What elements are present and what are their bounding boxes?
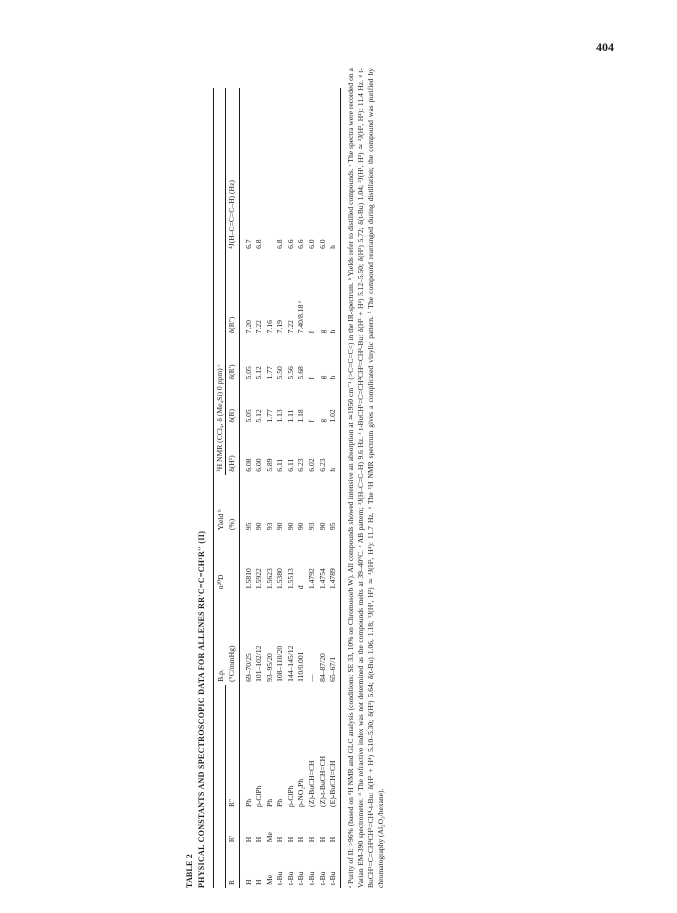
cell-bp: 144–145/12 [285, 645, 295, 682]
cell-J: 6.7 [243, 239, 253, 249]
header-dR2: δ(R'') [226, 252, 239, 336]
cell-bp: — [307, 674, 317, 682]
cell-bp: 93–95/20 [264, 653, 274, 682]
cell-R: t-Bu [296, 871, 306, 885]
header-bp: B.p. [214, 592, 226, 685]
cell-dR1: g [317, 375, 327, 380]
cell-yield: 90 [254, 522, 264, 531]
cell-R1: H [307, 836, 317, 843]
cell-bp: 84–87/20 [317, 653, 327, 682]
cell-J [264, 88, 275, 252]
cell-yield: 93 [307, 522, 317, 531]
cell-dR2: 7.22 [254, 320, 264, 334]
footnotes-text: ᵃ Purity of II: >96% (based on ¹H NMR and GLC analysis (conditions: SE 33, 10% on Chromosorb W). All compounds showed intensive an absorption at ≃1950 cm⁻¹ (>C=C=C<) in the IR-spectrum. ᵇ Yields refer to distilled compounds. ᶜ The spectra were recorded on a Varian EM-390 spectrometer. ᵈ The refractive index was not determined as the compounds melts at 39–40°C. ᵉ AB pattern; ³J(H–C=C–H) 9.6 Hz. ᶠ t-BuCH¹=C=CH²CH³=CH⁴-Bu: δ(H² + H⁴) 5.12–5.50; δ(H³) 5.72; δ(t-Bu) 1.04; ³J(H¹, H²) ≃ ³J(H³, H⁴): 11.4 Hz. ᵍ t-BuCH¹=C=CH²CH³=CH⁴-t-Bu: δ(H² + H⁴) 5.10–5.30; δ(H³) 5.64; δ(t-Bu) 1.06, 1.18; ³J(H¹, H²) ≃ ³J(H³, H⁴): 11.7 Hz. ʰ The ¹H NMR spectrum gives a complicated vinylic pattern. ⁱ The compound rearranged during distillation; the compound was purified by chromatography (Al₂O₃/hexane). [346, 68, 386, 888]
cell-J: 6.8 [254, 239, 264, 249]
page-number: 404 [596, 40, 614, 54]
cell-dH1: 6.23 [317, 458, 327, 472]
cell-R: t-Bu [275, 871, 285, 885]
cell-R2: Ph [264, 798, 274, 807]
cell-dH1: 5.89 [264, 458, 274, 472]
cell-dR2: h [328, 252, 341, 336]
header-dR: δ(R) [226, 382, 239, 425]
cell-nd: 1.4792 [307, 568, 317, 590]
header-dR1: δ(R') [226, 336, 239, 382]
cell-J: 6.0 [307, 239, 317, 249]
header-nd-blank [226, 533, 239, 592]
cell-R1: Me [264, 832, 274, 843]
table-row [296, 88, 307, 888]
header-R1: R' [226, 810, 239, 845]
table-row [239, 88, 253, 888]
cell-dR2: 7.16 [264, 320, 274, 334]
rotated-table-block [185, 58, 503, 888]
cell-dR: 5.05 [243, 409, 253, 423]
cell-dR1: h [328, 336, 341, 382]
cell-R2: p-NO₂Ph [296, 778, 306, 807]
cell-dR: 1.18 [296, 409, 306, 423]
cell-dR: f [307, 420, 317, 423]
cell-R1: H [254, 836, 264, 843]
header-compound-group [214, 685, 226, 888]
cell-yield: 90 [275, 522, 285, 531]
cell-dR: 1.02 [328, 382, 341, 425]
cell-R: H [254, 879, 264, 885]
cell-dR1: 5.05 [243, 366, 253, 380]
table-row [285, 88, 296, 888]
cell-dH1: 6.11 [275, 458, 285, 472]
cell-dR1: f [307, 376, 317, 380]
cell-R1: H [243, 836, 253, 843]
cell-dR1: 5.68 [296, 366, 306, 380]
header-R: R [226, 845, 239, 888]
cell-R1: H [275, 836, 285, 843]
allenes-data-table [213, 88, 341, 888]
cell-dR: 1.77 [264, 409, 274, 423]
cell-bp: 65–67/1 [328, 592, 341, 685]
cell-yield: 95 [243, 522, 253, 531]
cell-nd: 1.5513 [285, 568, 295, 590]
header-bp-units: (°C/mmHg) [226, 592, 239, 685]
table-title: PHYSICAL CONSTANTS AND SPECTROSCOPIC DATA FOR ALLENES RR'C=C=CH¹R'' (II) [197, 530, 206, 888]
cell-J: 6.8 [275, 239, 285, 249]
cell-dH1: 6.11 [285, 458, 295, 472]
cell-dR2: f [307, 330, 317, 334]
cell-bp: 69–70/25 [243, 653, 253, 682]
cell-nd: 1.5810 [243, 568, 253, 590]
cell-nd: d [296, 585, 306, 590]
cell-R2: p-ClPh [254, 785, 264, 807]
cell-yield: 90 [285, 522, 295, 531]
header-nmr-group: ¹H NMR (CCl₄, δ (Me₄Si) 0 ppm) ᶜ [214, 88, 226, 475]
cell-dR2: 7.20 [243, 320, 253, 334]
table-label: TABLE 2 [185, 854, 194, 888]
cell-R1: H [328, 810, 341, 845]
cell-R2: (Z)-BuCH=CH [307, 760, 317, 807]
cell-R: t-Bu [307, 871, 317, 885]
cell-nd: 1.5922 [254, 568, 264, 590]
table-row [275, 88, 286, 888]
cell-R2: (E)-BuCH=CH [328, 685, 341, 810]
cell-dR2: 7.19 [275, 320, 285, 334]
cell-yield: 90 [317, 522, 327, 531]
cell-J: 6.0 [317, 239, 327, 249]
cell-yield: 90 [296, 522, 306, 531]
cell-J: h [328, 88, 341, 252]
cell-R: t-Bu [328, 845, 341, 888]
cell-dR2: 7.40/8.18 ᵉ [296, 300, 306, 334]
table-row [264, 88, 275, 888]
cell-dR: 1.13 [275, 409, 285, 423]
cell-dR1: 5.12 [254, 366, 264, 380]
cell-dR1: 5.56 [285, 366, 295, 380]
table-row [328, 88, 341, 888]
cell-yield: 93 [264, 522, 274, 531]
cell-R2: Ph [243, 798, 253, 807]
cell-dR2: g [317, 329, 327, 334]
cell-dH1: 6.00 [254, 458, 264, 472]
cell-dH1: 6.02 [307, 458, 317, 472]
header-yield-units: (%) [226, 475, 239, 533]
cell-dH1: 6.23 [296, 458, 306, 472]
cell-J: 6.6 [285, 239, 295, 249]
cell-nd: 1.5380 [275, 568, 285, 590]
cell-R: H [243, 879, 253, 885]
cell-nd: 1.4754 [317, 568, 327, 590]
header-J: ⁴J(H–C=C=C–H) (Hz) [226, 88, 239, 252]
cell-dH1: 6.08 [243, 458, 253, 472]
cell-R1: H [285, 836, 295, 843]
cell-R1: H [317, 836, 327, 843]
cell-dH1: h [328, 426, 341, 475]
cell-bp: 101–102/12 [254, 645, 264, 682]
header-row-group [214, 88, 226, 888]
cell-dR1: 1.77 [264, 366, 274, 380]
cell-nd: 1.4789 [328, 533, 341, 592]
cell-dR: 5.12 [254, 409, 264, 423]
table-footnotes [346, 68, 386, 888]
table-row [317, 88, 328, 888]
table-row [307, 88, 318, 888]
header-row-columns [226, 88, 239, 888]
cell-dR2: 7.22 [285, 320, 295, 334]
cell-dR: g [317, 418, 327, 423]
cell-bp: 110/0.001 [296, 651, 306, 682]
header-yield: Yield ᵇ [214, 475, 226, 533]
cell-yield: 95 [328, 475, 341, 533]
cell-R: Me [264, 874, 274, 885]
cell-R2: (Z)-t-BuCH=CH [317, 755, 327, 807]
cell-nd: 1.5623 [264, 568, 274, 590]
cell-R: t-Bu [285, 871, 295, 885]
table-row [254, 88, 265, 888]
header-dH1: δ(H¹) [226, 426, 239, 475]
header-R2: R'' [226, 685, 239, 810]
cell-dR1: 5.50 [275, 366, 285, 380]
header-nd: n²⁰D [214, 533, 226, 592]
cell-dR: 1.11 [285, 409, 295, 423]
cell-R2: Ph [275, 798, 285, 807]
cell-R2: p-ClPh [285, 785, 295, 807]
cell-R: t-Bu [317, 871, 327, 885]
cell-R1: H [296, 836, 306, 843]
cell-bp: 108–110/20 [275, 645, 285, 682]
cell-J: 6.6 [296, 239, 306, 249]
